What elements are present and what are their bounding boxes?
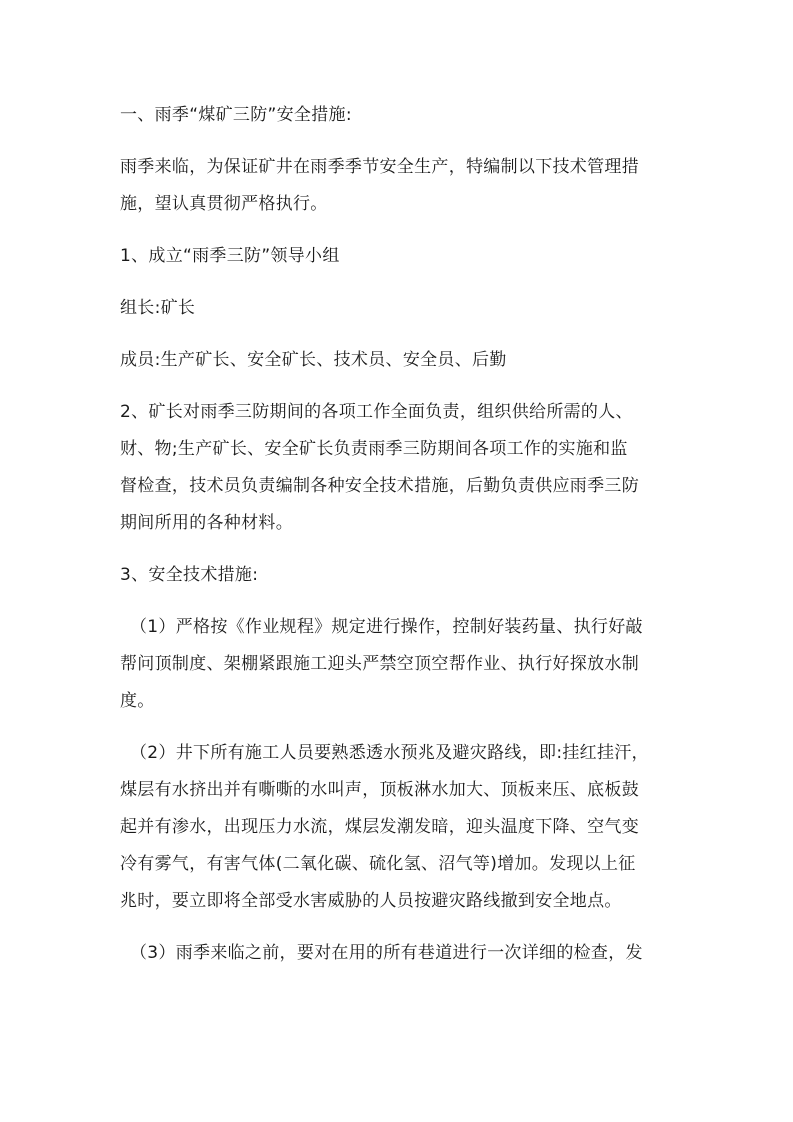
section-heading bbox=[120, 102, 680, 129]
text-line: 1、成立“雨季三防”领导小组 bbox=[120, 246, 340, 266]
text-line: 2、矿长对雨季三防期间的各项工作全面负责，组织供给所需的人、 bbox=[120, 402, 633, 422]
item-3-heading bbox=[120, 562, 680, 589]
leader-line bbox=[120, 295, 680, 322]
text-line: 成员:生产矿长、安全矿长、技术员、安全员、后勤 bbox=[120, 350, 507, 370]
text-line: 冷有雾气，有害气体(二氧化碳、硫化氢、沼气等)增加。发现以上征 bbox=[120, 854, 636, 874]
text-line: 3、安全技术措施: bbox=[120, 565, 259, 585]
text-line: 组长:矿长 bbox=[120, 298, 196, 318]
text-line: 度。 bbox=[120, 691, 155, 711]
text-line: 帮问顶制度、架棚紧跟施工迎头严禁空顶空帮作业、执行好探放水制 bbox=[120, 654, 639, 674]
text-line: 兆时，要立即将全部受水害威胁的人员按避灾路线撤到安全地点。 bbox=[120, 891, 622, 911]
text-line: （3）雨季来临之前，要对在用的所有巷道进行一次详细的检查，发 bbox=[130, 943, 643, 963]
text-line: 期间所用的各种材料。 bbox=[120, 513, 293, 533]
text-line: （2）井下所有施工人员要熟悉透水预兆及避灾路线，即:挂红挂汗， bbox=[130, 743, 649, 763]
text-line: 一、雨季“煤矿三防”安全措施: bbox=[120, 105, 352, 125]
document-body bbox=[120, 102, 680, 992]
measure-1-paragraph bbox=[120, 614, 680, 715]
text-line: 督检查，技术员负责编制各种安全技术措施，后勤负责供应雨季三防 bbox=[120, 476, 639, 496]
text-line: 起并有渗水，出现压力水流，煤层发潮发暗，迎头温度下降、空气变 bbox=[120, 817, 639, 837]
intro-paragraph bbox=[120, 154, 680, 218]
item-1-heading bbox=[120, 243, 680, 270]
text-line: 煤层有水挤出并有嘶嘶的水叫声，顶板淋水加大、顶板来压、底板鼓 bbox=[120, 780, 639, 800]
text-line: 雨季来临，为保证矿井在雨季季节安全生产，特编制以下技术管理措 bbox=[120, 157, 639, 177]
item-2-paragraph bbox=[120, 399, 680, 537]
text-line: 施，望认真贯彻严格执行。 bbox=[120, 194, 328, 214]
members-line bbox=[120, 347, 680, 374]
measure-3-paragraph bbox=[120, 940, 680, 967]
measure-2-paragraph bbox=[120, 740, 680, 915]
text-line: （1）严格按《作业规程》规定进行操作，控制好装药量、执行好敲 bbox=[130, 617, 643, 637]
text-line: 财、物;生产矿长、安全矿长负责雨季三防期间各项工作的实施和监 bbox=[120, 439, 628, 459]
